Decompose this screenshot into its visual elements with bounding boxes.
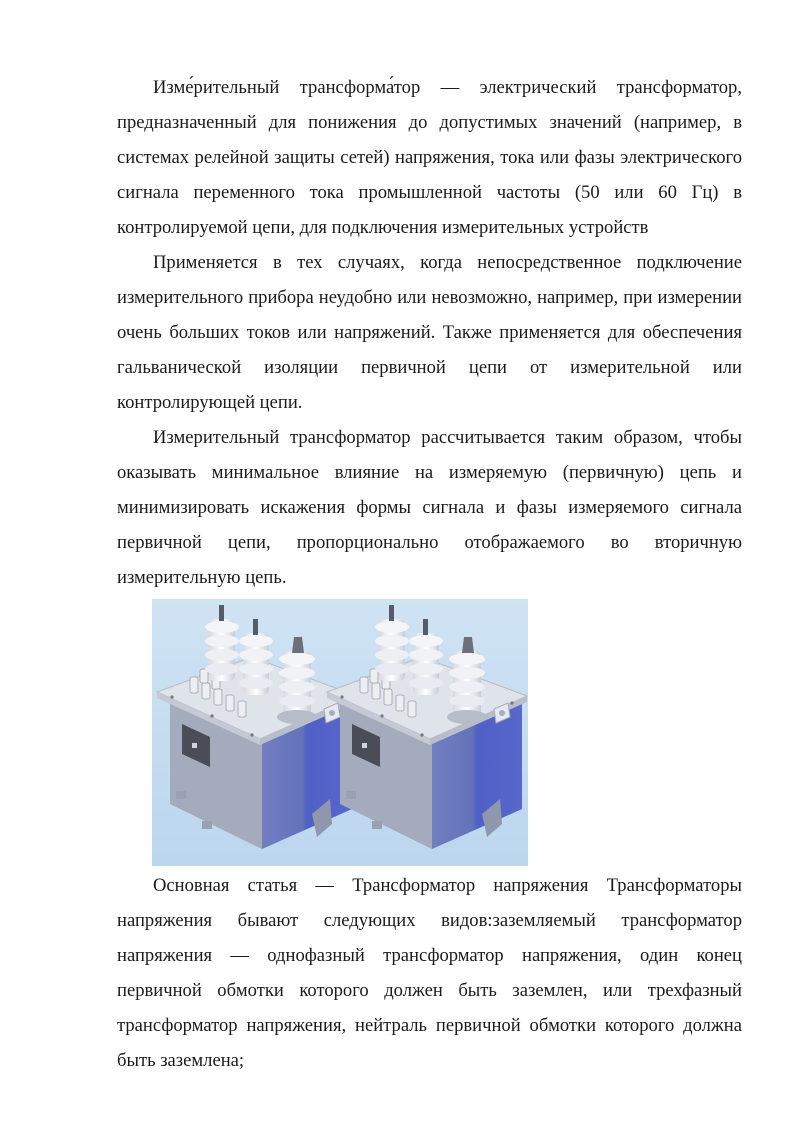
transformer-illustration-icon <box>152 599 528 866</box>
transformers-photo <box>152 599 528 866</box>
document-page <box>117 70 742 1078</box>
paragraph-design: Измерительный трансформатор рассчитывается таким образом, чтобы оказывать минимальное влияние на измеряемую (первичную) цепь и минимизировать искажения формы сигнала и фазы измеряемого сигнала первичной цепи, пропорционально отображаемого во вторичную измерительную цепь. <box>117 427 742 588</box>
paragraph-application: Применяется в тех случаях, когда непосредственное подключение измерительного прибора неудобно или невозможно, например, при измерении очень больших токов или напряжений. Также применяется для обеспечения гальванической изоляции первичной цепи от измерительной или контролирующей цепи. <box>117 252 742 413</box>
paragraph-definition: Изме́рительный трансформа́тор — электрический трансформатор, предназначенный для понижения до допустимых значений (например, в системах релейной защиты сетей) напряжения, тока или фазы электрического сигнала переменного тока промышленной частоты (50 или 60 Гц) в контролируемой цепи, для подключения измерительных устройств <box>117 77 742 238</box>
paragraph-voltage-transformer: Основная статья — Трансформатор напряжения Трансформаторы напряжения бывают следующих видов:заземляемый трансформатор напряжения — однофазный трансформатор напряжения, один конец первичной обмотки которого должен быть заземлен, или трехфазный трансформатор напряжения, нейтраль первичной обмотки которого должна быть заземлена; <box>117 875 742 1071</box>
